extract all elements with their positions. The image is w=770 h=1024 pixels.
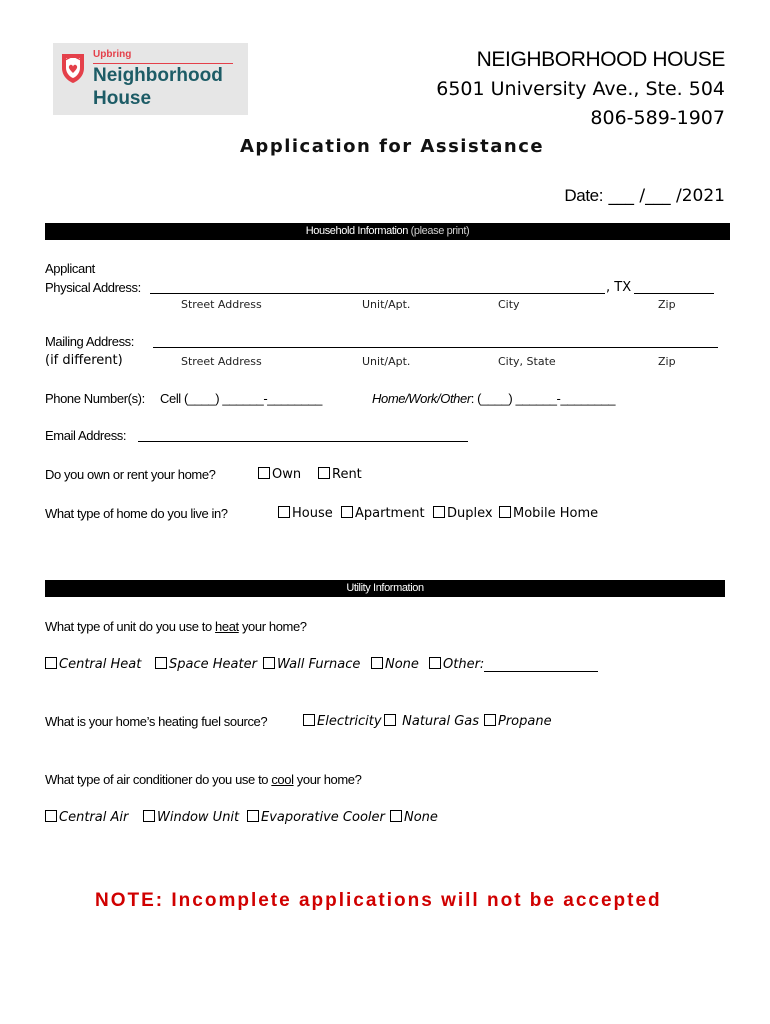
state-tx-label: , TX bbox=[606, 280, 632, 295]
central-air-option[interactable] bbox=[45, 810, 128, 825]
duplex-option[interactable] bbox=[433, 506, 493, 521]
propane-checkbox[interactable] bbox=[484, 714, 496, 726]
form-title: Application for Assistance bbox=[240, 136, 545, 157]
evaporative-cooler-option[interactable] bbox=[247, 810, 385, 825]
cell-phone-field[interactable]: Cell (____) ______-________ bbox=[160, 391, 322, 406]
central-heat-checkbox[interactable] bbox=[45, 657, 57, 669]
org-phone: 806-589-1907 bbox=[590, 107, 725, 129]
date-value[interactable]: ___ /___ /2021 bbox=[608, 186, 725, 206]
own-checkbox[interactable] bbox=[258, 467, 270, 479]
mobile-home-label: Mobile Home bbox=[513, 506, 599, 521]
physical-zip-field[interactable] bbox=[634, 293, 714, 294]
utility-bar-title: Utility Information bbox=[346, 582, 424, 594]
household-section-bar bbox=[45, 223, 730, 240]
date-label: Date: bbox=[564, 186, 604, 205]
wall-furnace-checkbox[interactable] bbox=[263, 657, 275, 669]
physical-city-sublabel: City bbox=[498, 298, 520, 311]
wall-furnace-label: Wall Furnace bbox=[277, 657, 361, 672]
physical-address-label: Physical Address: bbox=[45, 280, 141, 295]
ac-question bbox=[45, 772, 361, 787]
heat-other-field[interactable] bbox=[484, 671, 598, 672]
mailing-address-note: (if different) bbox=[45, 353, 123, 368]
house-label: House bbox=[292, 506, 333, 521]
ac-none-label: None bbox=[404, 810, 438, 825]
natural-gas-option[interactable] bbox=[384, 714, 479, 729]
rent-label: Rent bbox=[332, 467, 362, 482]
electricity-option[interactable] bbox=[303, 714, 382, 729]
rent-option[interactable] bbox=[318, 467, 362, 482]
org-address: 6501 University Ave., Ste. 504 bbox=[436, 78, 725, 100]
phone-label: Phone Number(s): bbox=[45, 391, 145, 406]
logo-line1: Neighborhood bbox=[93, 65, 223, 86]
heat-emphasis: heat bbox=[215, 619, 239, 634]
heat-question-end: your home? bbox=[238, 619, 307, 634]
ac-none-checkbox[interactable] bbox=[390, 810, 402, 822]
logo-underline bbox=[93, 63, 233, 64]
propane-option[interactable] bbox=[484, 714, 552, 729]
home-work-other-label: Home/Work/Other bbox=[372, 391, 471, 406]
natural-gas-label: Natural Gas bbox=[398, 714, 480, 729]
date-row bbox=[564, 186, 725, 206]
mailing-unit-sublabel: Unit/Apt. bbox=[362, 355, 411, 368]
ac-question-end: your home? bbox=[293, 772, 362, 787]
window-unit-label: Window Unit bbox=[157, 810, 240, 825]
mailing-zip-sublabel: Zip bbox=[658, 355, 676, 368]
shield-heart-icon bbox=[59, 51, 87, 85]
heat-none-option[interactable] bbox=[371, 657, 419, 672]
heat-question bbox=[45, 619, 307, 634]
heat-question-text: What type of unit do you use to bbox=[45, 619, 216, 634]
email-label: Email Address: bbox=[45, 428, 127, 443]
apartment-option[interactable] bbox=[341, 506, 425, 521]
other-phone-field[interactable]: : (____) ______-________ bbox=[470, 391, 616, 406]
physical-street-sublabel: Street Address bbox=[181, 298, 262, 311]
email-field[interactable] bbox=[138, 441, 468, 442]
mailing-address-label: Mailing Address: bbox=[45, 334, 134, 349]
propane-label: Propane bbox=[498, 714, 552, 729]
central-air-checkbox[interactable] bbox=[45, 810, 57, 822]
space-heater-option[interactable] bbox=[155, 657, 257, 672]
electricity-label: Electricity bbox=[317, 714, 382, 729]
central-heat-option[interactable] bbox=[45, 657, 141, 672]
incomplete-note: NOTE: Incomplete applications will not be accepted bbox=[95, 890, 662, 911]
heat-none-label: None bbox=[385, 657, 419, 672]
duplex-checkbox[interactable] bbox=[433, 506, 445, 518]
apartment-label: Apartment bbox=[355, 506, 425, 521]
duplex-label: Duplex bbox=[447, 506, 493, 521]
central-air-label: Central Air bbox=[59, 810, 129, 825]
household-bar-title: Household Information bbox=[305, 225, 408, 237]
heat-other-checkbox[interactable] bbox=[429, 657, 441, 669]
house-checkbox[interactable] bbox=[278, 506, 290, 518]
central-heat-label: Central Heat bbox=[59, 657, 142, 672]
ac-question-text: What type of air conditioner do you use to bbox=[45, 772, 272, 787]
rent-checkbox[interactable] bbox=[318, 467, 330, 479]
household-bar-note: (please print) bbox=[410, 225, 470, 237]
own-option[interactable] bbox=[258, 467, 301, 482]
apartment-checkbox[interactable] bbox=[341, 506, 353, 518]
home-type-question: What type of home do you live in? bbox=[45, 506, 228, 521]
evaporative-cooler-checkbox[interactable] bbox=[247, 810, 259, 822]
heat-other-label: Other: bbox=[443, 657, 485, 672]
own-label: Own bbox=[272, 467, 302, 482]
org-name: NEIGHBORHOOD HOUSE bbox=[476, 48, 725, 71]
window-unit-checkbox[interactable] bbox=[143, 810, 155, 822]
mailing-street-sublabel: Street Address bbox=[181, 355, 262, 368]
logo bbox=[53, 43, 248, 115]
mailing-address-field[interactable] bbox=[153, 347, 718, 348]
natural-gas-checkbox[interactable] bbox=[384, 714, 396, 726]
evaporative-cooler-label: Evaporative Cooler bbox=[261, 810, 385, 825]
logo-line2: House bbox=[93, 88, 152, 109]
physical-address-field[interactable] bbox=[150, 293, 605, 294]
mobile-home-checkbox[interactable] bbox=[499, 506, 511, 518]
applicant-label: Applicant bbox=[45, 261, 95, 276]
electricity-checkbox[interactable] bbox=[303, 714, 315, 726]
mailing-city-state-sublabel: City, State bbox=[498, 355, 556, 368]
physical-unit-sublabel: Unit/Apt. bbox=[362, 298, 411, 311]
space-heater-label: Space Heater bbox=[169, 657, 257, 672]
space-heater-checkbox[interactable] bbox=[155, 657, 167, 669]
wall-furnace-option[interactable] bbox=[263, 657, 360, 672]
window-unit-option[interactable] bbox=[143, 810, 239, 825]
mobile-home-option[interactable] bbox=[499, 506, 598, 521]
logo-tagline: Upbring bbox=[93, 49, 132, 60]
utility-section-bar bbox=[45, 580, 725, 597]
own-rent-question: Do you own or rent your home? bbox=[45, 467, 216, 482]
ac-none-option[interactable] bbox=[390, 810, 438, 825]
ac-emphasis: cool bbox=[271, 772, 294, 787]
physical-zip-sublabel: Zip bbox=[658, 298, 676, 311]
house-option[interactable] bbox=[278, 506, 333, 521]
heat-other-option[interactable] bbox=[429, 657, 484, 672]
fuel-question: What is your home’s heating fuel source? bbox=[45, 714, 268, 729]
other-phone-row bbox=[372, 391, 615, 406]
heat-none-checkbox[interactable] bbox=[371, 657, 383, 669]
